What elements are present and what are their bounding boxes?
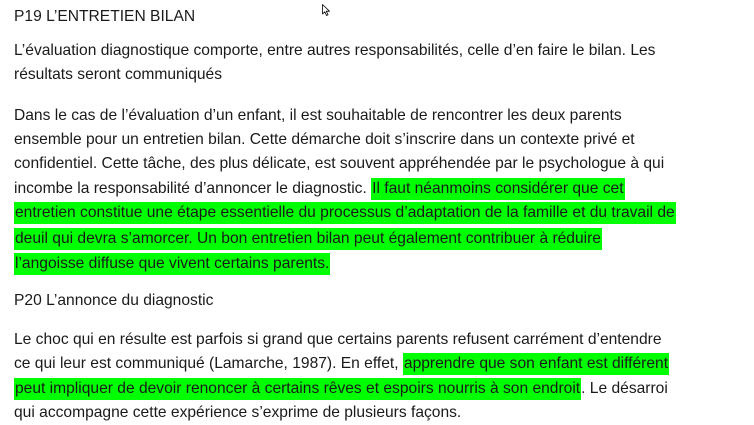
plain-text: . Le désarroi xyxy=(581,380,668,397)
paragraph-2-line-2: ensemble pour un entretien bilan. Cette démarche doit s’inscrire dans un contexte privé et xyxy=(14,131,635,148)
highlighted-text: entretien constitue une étape essentielle du processus d’adaptation de la famille et du travail de xyxy=(14,202,676,224)
paragraph-3-line-3 xyxy=(14,376,668,401)
section-heading-p20: P20 L’annonce du diagnostic xyxy=(14,292,214,309)
paragraph-1-line-2: résultats seront communiqués xyxy=(14,66,223,83)
plain-text: incombe la responsabilité d’annoncer le diagnostic. xyxy=(14,180,372,197)
highlighted-text: peut impliquer de devoir renoncer à certains rêves et espoirs nourris à son endroit xyxy=(14,378,581,400)
plain-text: ce qui leur est communiqué (Lamarche, 1987). En effet, xyxy=(14,355,403,372)
highlighted-text: l’angoisse diffuse que vivent certains parents. xyxy=(14,253,330,275)
highlighted-text: apprendre que son enfant est différent xyxy=(403,353,669,375)
paragraph-2-line-4 xyxy=(14,176,625,201)
paragraph-2-line-1: Dans le cas de l’évaluation d’un enfant, il est souhaitable de rencontrer les deux parents xyxy=(14,107,622,124)
paragraph-3-line-1: Le choc qui en résulte est parfois si grand que certains parents refusent carrément d’entendre xyxy=(14,331,662,348)
paragraph-2-line-6 xyxy=(14,226,602,251)
paragraph-3-line-4: qui accompagne cette expérience s’exprime de plusieurs façons. xyxy=(14,404,462,421)
mouse-pointer-icon xyxy=(322,4,330,16)
highlighted-text: deuil qui devra s’amorcer. Un bon entretien bilan peut également contribuer à réduire xyxy=(14,228,602,250)
highlighted-text: Il faut néanmoins considérer que cet xyxy=(371,178,624,200)
section-heading-p19: P19 L’ENTRETIEN BILAN xyxy=(14,8,196,25)
paragraph-2-line-5 xyxy=(14,200,676,225)
paragraph-2-line-3: confidentiel. Cette tâche, des plus délicate, est souvent appréhendée par le psychologue à qui xyxy=(14,155,665,172)
paragraph-3-line-2 xyxy=(14,351,669,376)
paragraph-2-line-7 xyxy=(14,251,330,276)
paragraph-1-line-1: L’évaluation diagnostique comporte, entre autres responsabilités, celle d’en faire le bilan. Les xyxy=(14,42,656,59)
